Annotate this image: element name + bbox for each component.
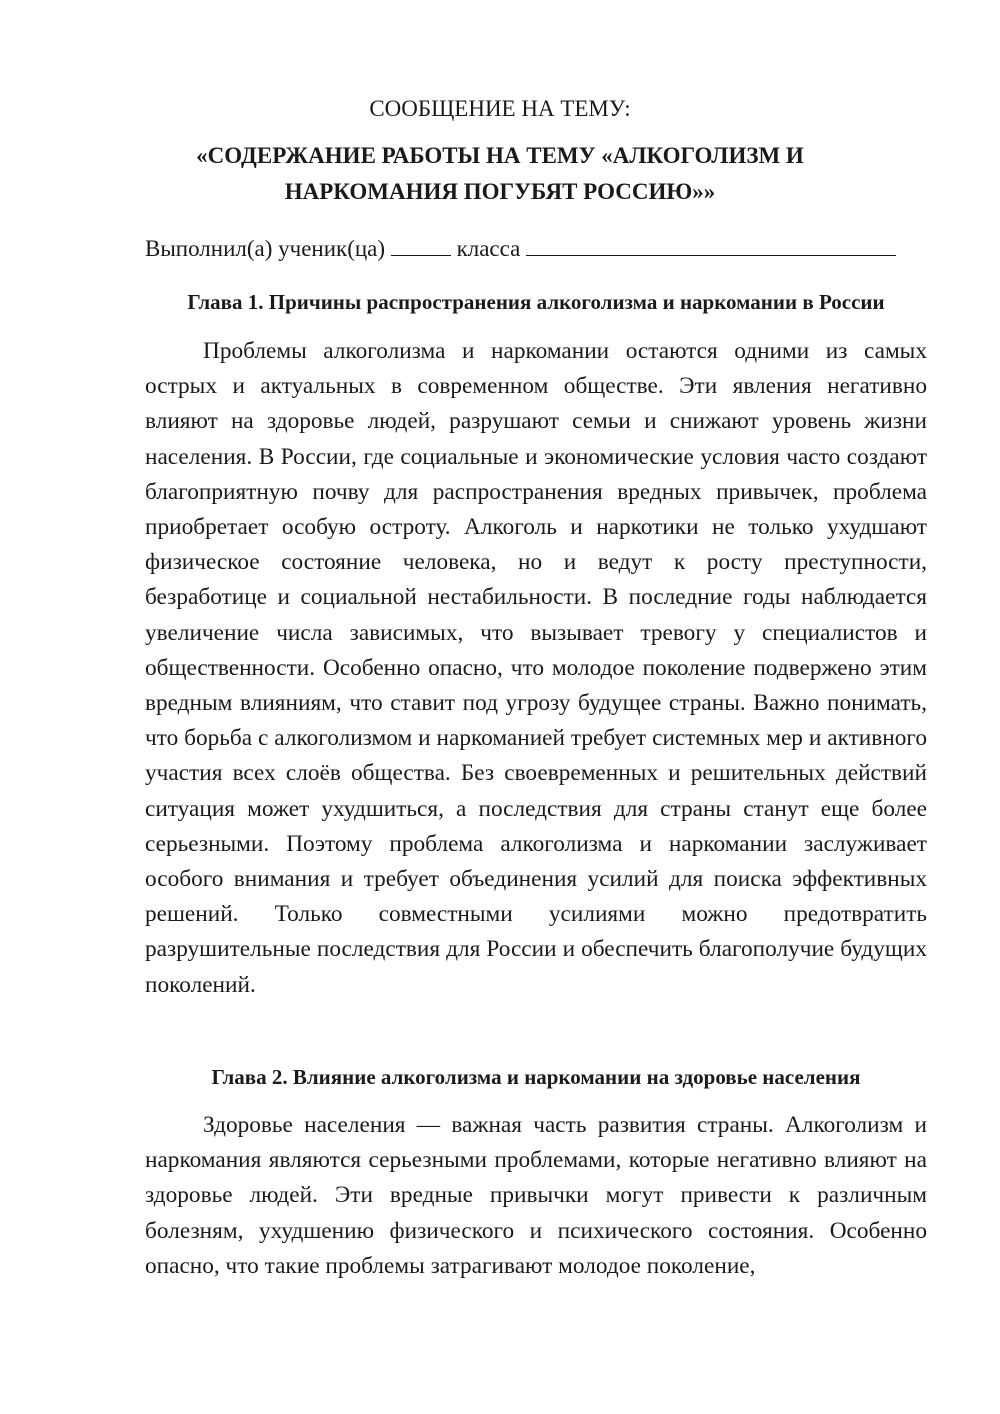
class-label: класса [456,236,521,261]
document-title-line-2: НАРКОМАНИЯ ПОГУБЯТ РОССИЮ»» [284,179,716,204]
author-label: Выполнил(а) ученик(ца) [145,236,386,261]
chapter-2-heading: Глава 2. Влияние алкоголизма и наркомании на здоровье населения [211,1065,861,1089]
author-line [145,233,935,264]
chapter-2-paragraph: Здоровье населения — важная часть развития страны. Алкоголизм и наркомания являются серьезными проблемами, которые негативно влияют на здоровье людей. Эти вредные привычки могут привести к различным болезням, ухудшению физического и психического состояния. Особенно опасно, что такие проблемы затрагивают молодое поколение, [145,1112,927,1279]
name-blank [526,233,896,256]
chapter-1-paragraph: Проблемы алкоголизма и наркомании остаются одними из самых острых и актуальных в современном обществе. Эти явления негативно влияют на здоровье людей, разрушают семьи и снижают уровень жизни населения. В России, где социальные и экономические условия часто создают благоприятную почву для распространения вредных привычек, проблема приобретает особую остроту. Алкоголь и наркотики не только ухудшают физическое состояние человека, но и ведут к росту преступности, безработице и социальной нестабильности. В последние годы наблюдается увеличение числа зависимых, что вызывает тревогу у специалистов и общественности. Особенно опасно, что молодое поколение подвержено этим вредным влияниям, что ставит под угрозу будущее страны. Важно понимать, что борьба с алкоголизмом и наркоманией требует системных мер и активного участия всех слоёв общества. Без своевременных и решительных действий ситуация может ухудшиться, а последствия для страны станут еще более серьезными. Поэтому проблема алкоголизма и наркомании заслуживает особого внимания и требует объединения усилий для поиска эффективных решений. Только совместными усилиями можно предотвратить разрушительные последствия для России и обеспечить благополучие будущих поколений. [145,338,927,998]
chapter-1-heading: Глава 1. Причины распространения алкоголизма и наркомании в России [187,290,885,314]
document-type-heading: СООБЩЕНИЕ НА ТЕМУ: [369,96,631,121]
document-title-line-1: «СОДЕРЖАНИЕ РАБОТЫ НА ТЕМУ «АЛКОГОЛИЗМ И [196,143,804,168]
grade-blank [391,233,451,256]
